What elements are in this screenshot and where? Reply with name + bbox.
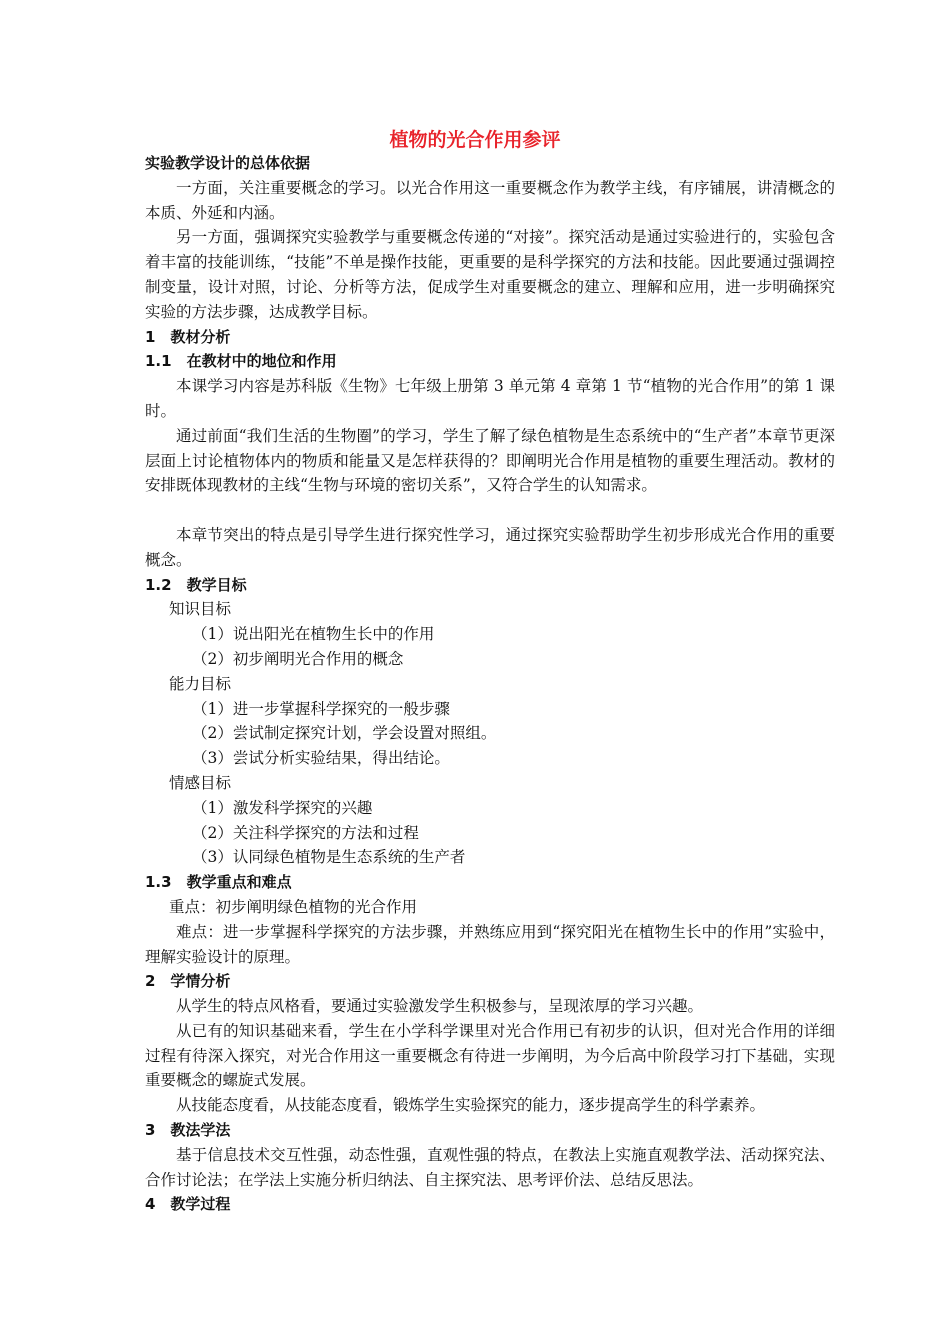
list-item: （1）进一步掌握科学探究的一般步骤 [192,699,450,718]
list-item: （3）尝试分析实验结果，得出结论。 [192,749,450,768]
goal-label-emotion: 情感目标 [169,773,232,792]
paragraph: 一方面，关注重要概念的学习。以光合作用这一重要概念作为教学主线，有序铺展，讲清概念的本质、外延和内涵。 [145,178,835,222]
subsection-heading-1-2: 1.2 教学目标 [145,575,247,594]
paragraph: 从学生的特点风格看，要通过实验激发学生积极参与，呈现浓厚的学习兴趣。 [176,997,704,1016]
document-body [145,151,835,1217]
section-heading-2: 2 学情分析 [145,972,231,991]
list-item: （1）说出阳光在植物生长中的作用 [192,625,435,644]
paragraph: 本课学习内容是苏科版《生物》七年级上册第 3 单元第 4 章第 1 节“植物的光合作用”的第 1 课时。 [145,377,835,420]
paragraph: 从技能态度看，从技能态度看，锻炼学生实验探究的能力，逐步提高学生的科学素养。 [176,1096,766,1115]
paragraph: 另一方面，强调探究实验教学与重要概念传递的“对接”。探究活动是通过实验进行的，实验包含着丰富的技能训练，“技能”不单是操作技能，更重要的是科学探究的方法和技能。因此要通过强调控制变量，设计对照，讨论、分析等方法，促成学生对重要概念的建立、理解和应用，进一步明确探究实验的方法步骤，达成教学目标。 [145,228,835,321]
key-point: 重点：初步阐明绿色植物的光合作用 [169,897,418,916]
paragraph: 通过前面“我们生活的生物圈”的学习，学生了解了绿色植物是生态系统中的“生产者”本章节更深层面上讨论植物体内的物质和能量又是怎样获得的？即阐明光合作用是植物的重要生理活动。教材的安排既体现教材的主线“生物与环境的密切关系”，又符合学生的认知需求。 [145,426,835,495]
paragraph: 基于信息技术交互性强，动态性强，直观性强的特点，在教法上实施直观教学法、活动探究法、合作讨论法；在学法上实施分析归纳法、自主探究法、思考评价法、总结反思法。 [145,1145,835,1189]
section-heading-basis: 实验教学设计的总体依据 [145,154,311,172]
section-heading-1: 1 教材分析 [145,327,231,346]
difficulty-point: 难点：进一步掌握科学探究的方法步骤，并熟练应用到“探究阳光在植物生长中的作用”实验中，理解实验设计的原理。 [145,922,835,966]
list-item: （1）激发科学探究的兴趣 [192,798,373,817]
list-item: （2）尝试制定探究计划，学会设置对照组。 [192,724,497,743]
blank-line [145,498,835,523]
list-item: （2）关注科学探究的方法和过程 [192,823,419,842]
section-heading-3: 3 教法学法 [145,1121,231,1140]
list-item: （2）初步阐明光合作用的概念 [192,649,404,668]
goal-label-knowledge: 知识目标 [169,600,232,619]
subsection-heading-1-3: 1.3 教学重点和难点 [145,873,292,892]
paragraph: 本章节突出的特点是引导学生进行探究性学习，通过探究实验帮助学生初步形成光合作用的重要概念。 [145,525,835,569]
goal-label-ability: 能力目标 [169,674,232,693]
list-item: （3）认同绿色植物是生态系统的生产者 [192,848,466,867]
paragraph: 从已有的知识基础来看，学生在小学科学课里对光合作用已有初步的认识，但对光合作用的详细过程有待深入探究，对光合作用这一重要概念有待进一步阐明，为今后高中阶段学习打下基础，实现重要概念的螺旋式发展。 [145,1021,835,1090]
section-heading-4: 4 教学过程 [145,1195,231,1214]
page-title: 植物的光合作用参评 [389,129,561,151]
subsection-heading-1-1: 1.1 在教材中的地位和作用 [145,352,337,371]
